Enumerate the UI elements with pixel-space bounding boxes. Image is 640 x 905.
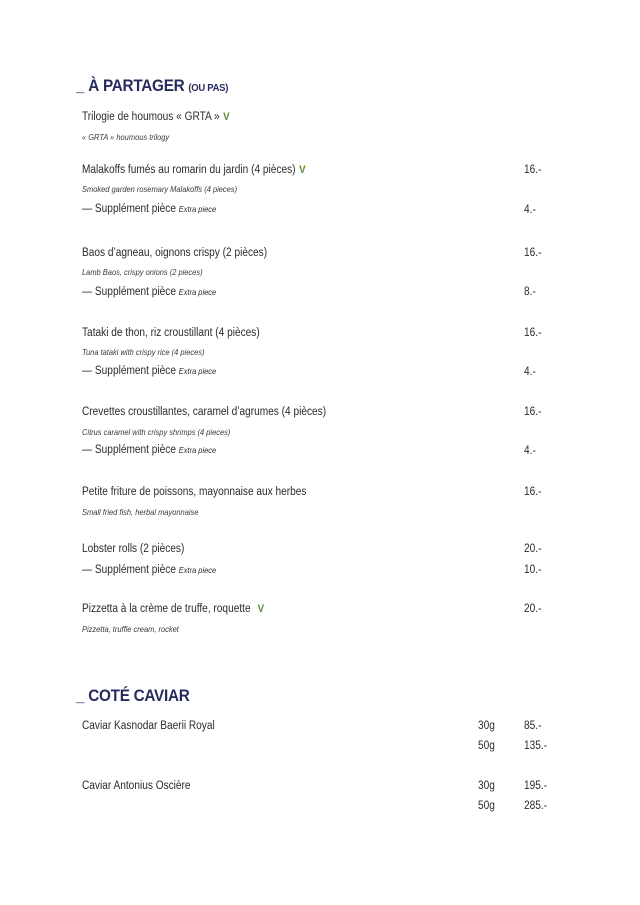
supplement-line — [82, 203, 216, 215]
item-name-text: Malakoffs fumés au romarin du jardin (4 pièces) — [82, 164, 296, 176]
menu-item-name: Petite friture de poissons, mayonnaise aux herbes — [82, 486, 307, 498]
menu-item-name — [82, 111, 230, 123]
menu-item-subtitle: Pizzetta, truffle cream, rocket — [82, 624, 179, 634]
item-price: 16.- — [524, 486, 542, 498]
item-price: 285.- — [524, 800, 548, 812]
menu-item-name: Caviar Kasnodar Baerii Royal — [82, 720, 215, 732]
supplement-label: — Supplément pièce — [82, 286, 176, 298]
menu-item-name: Crevettes croustillantes, caramel d’agrumes (4 pièces) — [82, 406, 327, 418]
section-title-main: _ COTÉ CAVIAR — [76, 686, 190, 705]
item-price: 16.- — [524, 406, 542, 418]
menu-item-subtitle: Citrus caramel with crispy shrimps (4 pieces) — [82, 427, 231, 437]
supplement-line — [82, 564, 216, 576]
supplement-price: 4.- — [524, 445, 536, 457]
item-price: 16.- — [524, 247, 542, 259]
menu-item-name: Tataki de thon, riz croustillant (4 pièces) — [82, 327, 260, 339]
vegetarian-icon: V — [223, 111, 230, 123]
supplement-label: — Supplément pièce — [82, 444, 176, 456]
menu-item-name — [82, 603, 264, 615]
vegetarian-icon: V — [299, 164, 306, 176]
menu-item-subtitle: Small fried fish, herbal mayonnaise — [82, 507, 199, 517]
section-title-cote-caviar — [76, 686, 190, 706]
supplement-label: — Supplément pièce — [82, 203, 176, 215]
menu-item-subtitle: Lamb Baos, crispy onions (2 pieces) — [82, 267, 203, 277]
supplement-line — [82, 286, 216, 298]
menu-item-name: Lobster rolls (2 pièces) — [82, 543, 185, 555]
item-weight: 30g — [478, 720, 495, 732]
item-price: 85.- — [524, 720, 542, 732]
item-name-text: Pizzetta à la crème de truffe, roquette — [82, 603, 251, 615]
item-price: 195.- — [524, 780, 548, 792]
supplement-english: Extra piece — [178, 287, 217, 297]
item-name-text: Trilogie de houmous « GRTA » — [82, 111, 220, 123]
item-price: 16.- — [524, 164, 542, 176]
supplement-line — [82, 365, 216, 377]
supplement-price: 8.- — [524, 286, 536, 298]
supplement-english: Extra piece — [178, 366, 217, 376]
item-weight: 50g — [478, 800, 495, 812]
menu-item-subtitle: Smoked garden rosemary Malakoffs (4 pieces) — [82, 184, 238, 194]
supplement-line — [82, 444, 216, 456]
menu-item-name: Caviar Antonius Oscière — [82, 780, 191, 792]
item-price: 20.- — [524, 603, 542, 615]
supplement-label: — Supplément pièce — [82, 564, 176, 576]
supplement-price: 4.- — [524, 204, 536, 216]
section-title-small: (OU PAS) — [188, 82, 229, 94]
menu-item-name: Baos d’agneau, oignons crispy (2 pièces) — [82, 247, 268, 259]
supplement-label: — Supplément pièce — [82, 365, 176, 377]
supplement-english: Extra piece — [178, 445, 217, 455]
supplement-price: 4.- — [524, 366, 536, 378]
item-weight: 30g — [478, 780, 495, 792]
item-weight: 50g — [478, 740, 495, 752]
item-price: 20.- — [524, 543, 542, 555]
section-title-main: _ À PARTAGER — [76, 76, 185, 95]
item-price: 16.- — [524, 327, 542, 339]
menu-item-subtitle: Tuna tataki with crispy rice (4 pieces) — [82, 347, 205, 357]
supplement-english: Extra piece — [178, 565, 217, 575]
section-title-a-partager — [76, 76, 228, 96]
item-price: 135.- — [524, 740, 548, 752]
supplement-price: 10.- — [524, 564, 542, 576]
supplement-english: Extra piece — [178, 204, 217, 214]
menu-item-subtitle: « GRTA » houmous trilogy — [82, 132, 170, 142]
menu-item-name — [82, 164, 306, 176]
vegetarian-icon: V — [257, 603, 265, 615]
